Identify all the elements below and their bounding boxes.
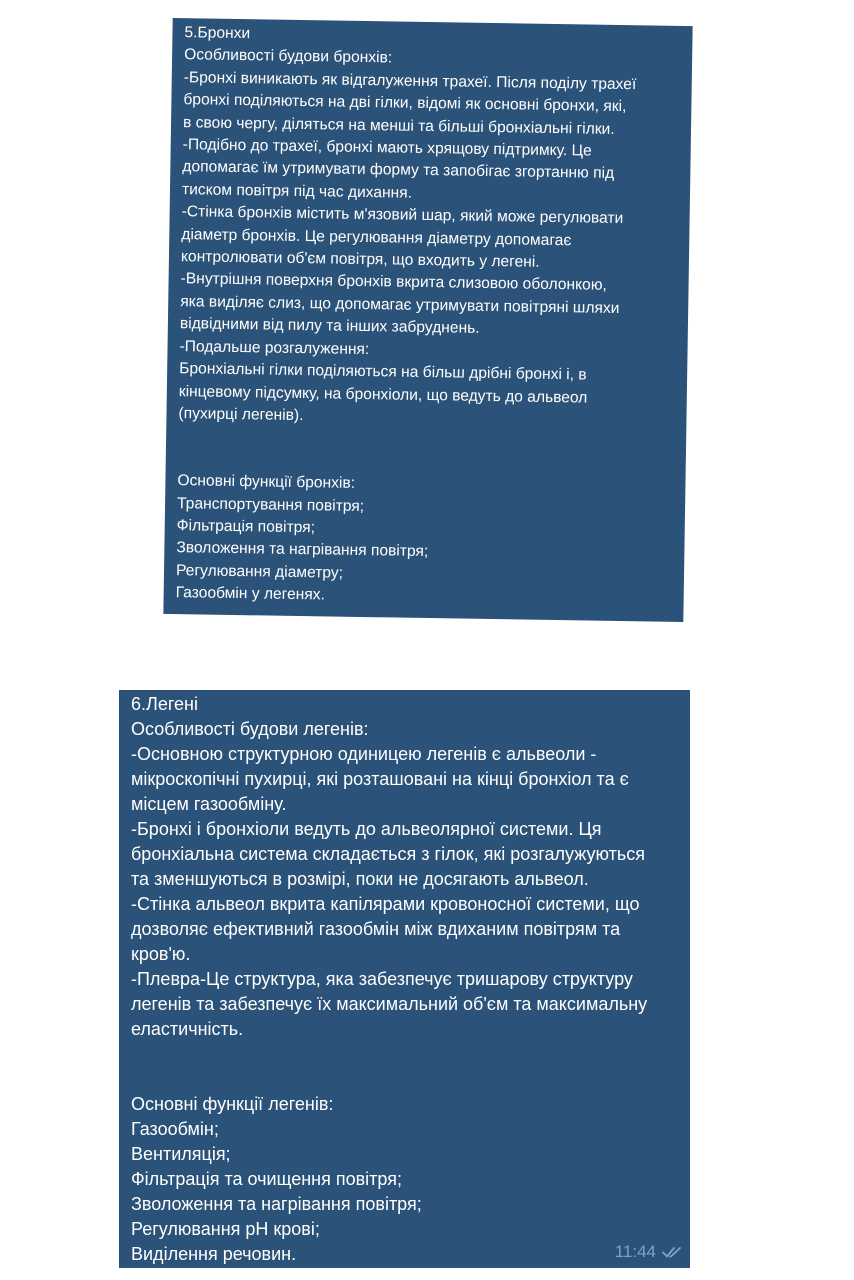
message-line: Вентиляція;	[131, 1144, 231, 1164]
blank-line	[131, 1067, 678, 1092]
message-line: Бронхіальні гілки поділяються на більш дрібні бронхі і, в	[179, 360, 587, 384]
message-line: контролювати об'єм повітря, що входить у легені.	[180, 248, 540, 271]
message-line: тиском повітря під час дихання.	[181, 180, 413, 202]
message-line: Основні функції бронхів:	[177, 472, 356, 492]
message-line: бронхі поділяються на дві гілки, відомі як основні бронхи, які,	[183, 91, 627, 116]
message-line: Газообмін у легенях.	[175, 584, 326, 604]
message-title: 5.Бронхи	[184, 24, 251, 43]
message-line: (пухирці легенів).	[178, 404, 304, 424]
message-line: Фільтрація повітря;	[176, 516, 316, 537]
message-line: Основні функції легенів:	[131, 1094, 334, 1114]
message-line: Зволоження та нагрівання повітря;	[131, 1194, 422, 1214]
message-meta	[615, 1239, 684, 1264]
message-line: діаметр бронхів. Це регулювання діаметру допомагає	[181, 225, 572, 249]
message-time: 11:44	[614, 1242, 656, 1261]
message-line: мікроскопічні пухирці, які розташовані на кінці бронхіол та є	[131, 769, 629, 789]
message-line: -Стінка альвеол вкрита капілярами кровоносної системи, що	[131, 894, 640, 914]
message-line: дозволяє ефективний газообмін між вдиханим повітрям та	[131, 919, 621, 939]
blank-line	[131, 1042, 678, 1067]
message-line: Особливості будови легенів:	[131, 719, 369, 739]
message-line: Особливості будови бронхів:	[183, 46, 393, 67]
message-line: яка виділяє слиз, що допомагає утримувати повітряні шляхи	[180, 292, 620, 317]
message-line: -Бронхі і бронхіоли ведуть до альвеолярної системи. Ця	[131, 819, 602, 839]
message-line: -Стінка бронхів містить м'язовий шар, який може регулювати	[181, 203, 624, 228]
message-text	[131, 692, 678, 1267]
message-line: Регулювання pH крові;	[131, 1219, 320, 1239]
message-line: Газообмін;	[131, 1119, 219, 1139]
message-line: -Подальше розгалуження:	[179, 337, 370, 358]
double-check-icon	[662, 1245, 684, 1259]
message-line: -Плевра-Це структура, яка забезпечує тришарову структуру	[131, 969, 633, 989]
message-title: 6.Легені	[131, 694, 198, 714]
message-line: кінцевому підсумку, на бронхіоли, що ведуть до альвеол	[178, 382, 588, 407]
message-line: -Бронхі виникають як відгалуження трахеї. Після поділу трахеї	[183, 68, 637, 94]
message-line: Регулювання діаметру;	[175, 561, 344, 582]
message-line: та зменшуються в розмірі, поки не досягають альвеол.	[131, 869, 589, 889]
message-line: еластичність.	[131, 1019, 244, 1039]
message-bubble-bronchi[interactable]	[163, 18, 692, 622]
message-line: кров'ю.	[131, 944, 191, 964]
message-line: Зволоження та нагрівання повітря;	[176, 539, 429, 561]
message-line: -Основною структурною одиницею легенів є альвеоли -	[131, 744, 597, 764]
message-bubble-lungs[interactable]	[119, 690, 690, 1268]
message-line: допомагає їм утримувати форму та запобігає згортанню під	[182, 158, 615, 183]
message-line: Транспортування повітря;	[176, 494, 365, 515]
message-line: Фільтрація та очищення повітря;	[131, 1169, 402, 1189]
message-line: -Подібно до трахеї, бронхі мають хрящову підтримку. Це	[182, 136, 592, 160]
message-line: -Внутрішня поверхня бронхів вкрита слизовою оболонкою,	[180, 270, 607, 295]
message-line: легенів та забезпечує їх максимальний об'єм та максимальну	[131, 994, 648, 1014]
message-line: місцем газообміну.	[131, 794, 287, 814]
message-line: в свою чергу, діляться на менші та більші бронхіальні гілки.	[182, 113, 615, 138]
message-line: відвідними від пилу та інших забруднень.	[179, 315, 480, 338]
message-line: бронхіальна система складається з гілок, які розгалужуються	[131, 844, 645, 864]
message-text	[175, 22, 680, 612]
message-line: Виділення речовин.	[131, 1244, 297, 1264]
